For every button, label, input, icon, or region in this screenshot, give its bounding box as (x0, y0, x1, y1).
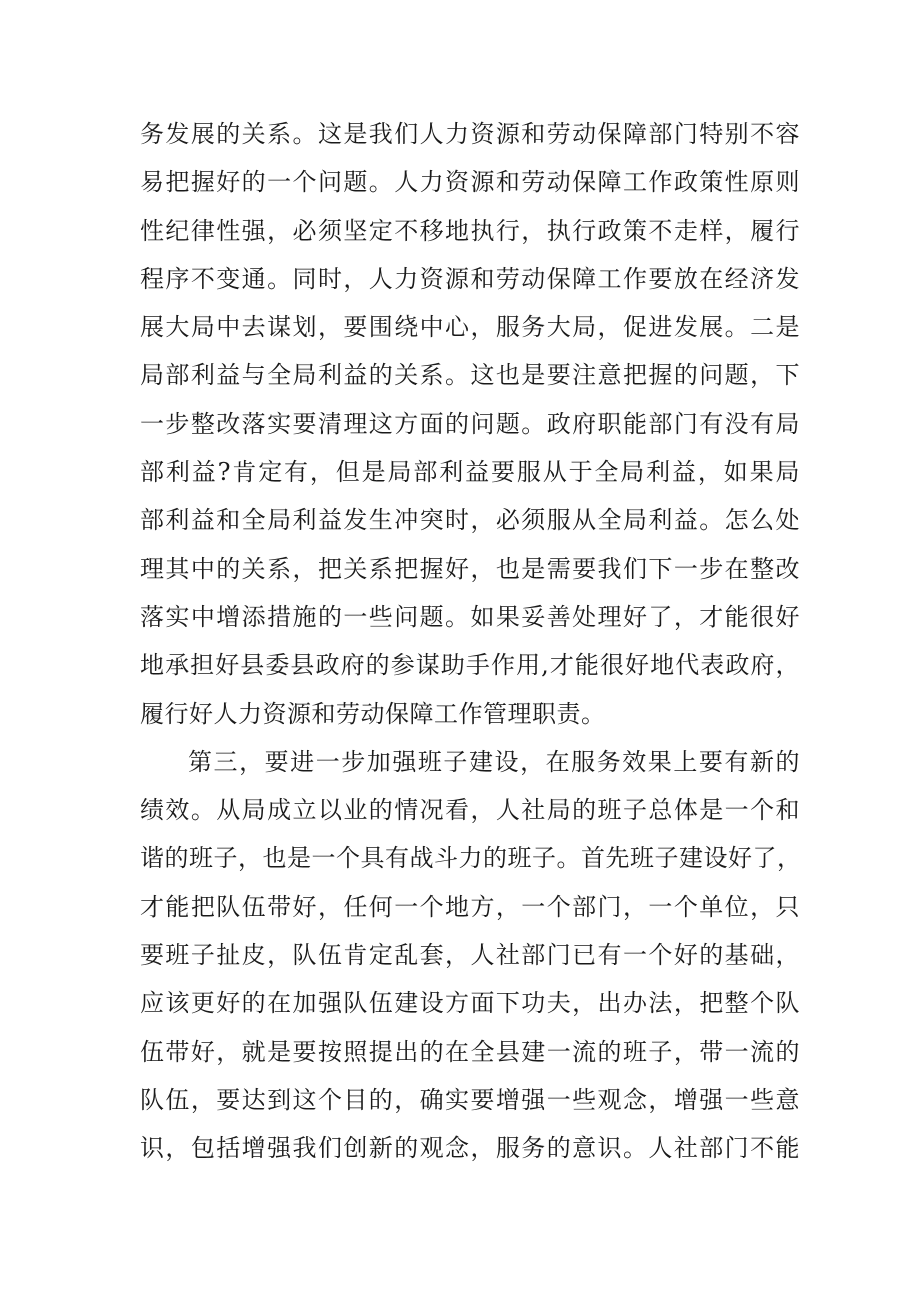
text-line: 部利益和全局利益发生冲突时，必须服从全局利益。怎么处 (140, 506, 800, 535)
text-line: 务发展的关系。这是我们人力资源和劳动保障部门特别不容 (140, 120, 800, 148)
text-line: 应该更好的在加强队伍建设方面下功夫，出办法，把整个队 (140, 989, 800, 1018)
text-line: 识，包括增强我们创新的观念，服务的意识。人社部门不能 (140, 1134, 800, 1163)
text-line: 才能把队伍带好，任何一个地方，一个部门，一个单位，只 (140, 892, 800, 921)
text-line: 理其中的关系，把关系把握好，也是需要我们下一步在整改 (140, 554, 800, 583)
text-line: 展大局中去谋划，要围绕中心，服务大局，促进发展。二是 (140, 313, 800, 342)
paragraph-first-line: 第三，要进一步加强班子建设，在服务效果上要有新的 (188, 747, 800, 776)
text-line: 履行好人力资源和劳动保障工作管理职责。 (140, 699, 606, 728)
text-line: 程序不变通。同时，人力资源和劳动保障工作要放在经济发 (140, 264, 800, 293)
text-line: 队伍，要达到这个目的，确实要增强一些观念，增强一些意 (140, 1085, 800, 1114)
text-line: 部利益?肯定有，但是局部利益要服从于全局利益，如果局 (140, 458, 800, 487)
text-line: 地承担好县委县政府的参谋助手作用,才能很好地代表政府， (140, 651, 800, 680)
text-line: 落实中增添措施的一些问题。如果妥善处理好了，才能很好 (140, 602, 800, 631)
text-line: 性纪律性强，必须坚定不移地执行，执行政策不走样，履行 (140, 216, 800, 245)
text-line: 谐的班子，也是一个具有战斗力的班子。首先班子建设好了， (140, 844, 802, 873)
text-line: 局部利益与全局利益的关系。这也是要注意把握的问题，下 (140, 361, 800, 390)
text-line: 一步整改落实要清理这方面的问题。政府职能部门有没有局 (140, 409, 800, 438)
text-line: 要班子扯皮，队伍肯定乱套，人社部门已有一个好的基础， (140, 941, 800, 970)
body-text (140, 110, 800, 1173)
text-line: 易把握好的一个问题。人力资源和劳动保障工作政策性原则 (140, 168, 800, 197)
text-line: 绩效。从局成立以业的情况看，人社局的班子总体是一个和 (140, 796, 800, 825)
text-line: 伍带好，就是要按照提出的在全县建一流的班子，带一流的 (140, 1037, 800, 1066)
